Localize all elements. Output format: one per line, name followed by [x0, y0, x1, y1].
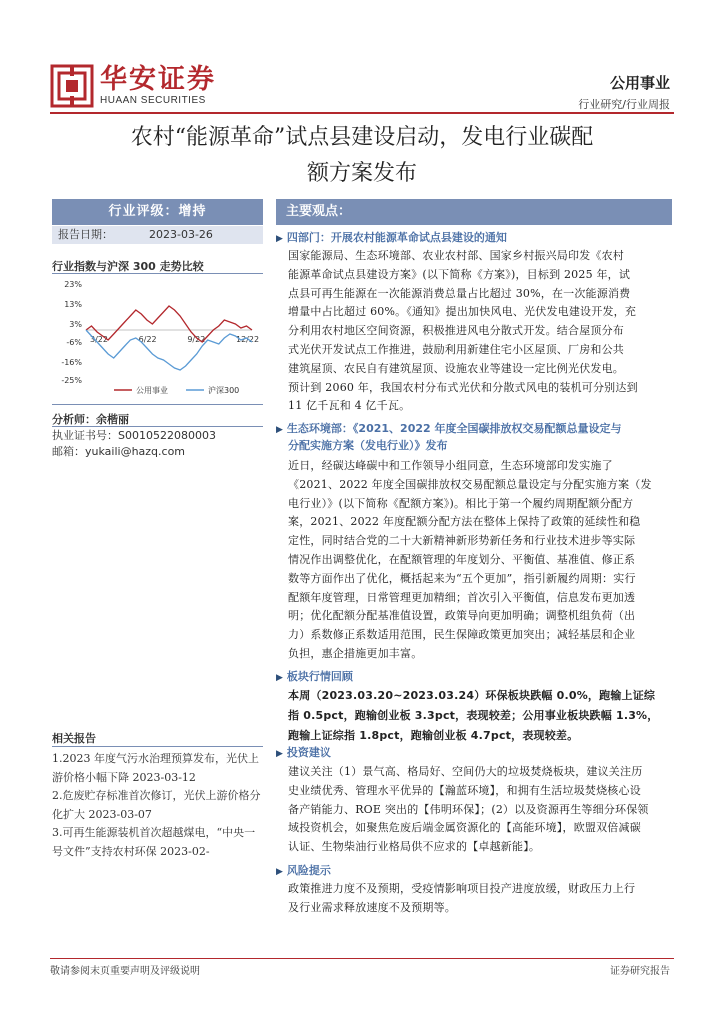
y-tick-label: 3%: [69, 320, 82, 329]
header-divider: [50, 112, 674, 114]
footer-divider: [50, 958, 674, 959]
key-points-bar: 主要观点：: [276, 199, 672, 225]
section-body: 建议关注（1）景气高、格局好、空间仍大的垃圾焚烧板块，建议关注历 史业绩优秀、管理水平优异的【瀚蓝环境】，和拥有生活垃圾焚烧核心设 备产销能力、ROE 突出的【伟明环保】；(2）以及资源再生等细分环保领 域投资机会，如聚焦危废后端金属资源化的【高能环境】，欧盟双倍减碳 认证、生物柴油行业格局供不应求的【卓越新能】。: [288, 765, 649, 854]
report-date: [52, 226, 263, 244]
analyst-name: 分析师：余楷丽: [52, 413, 129, 426]
report-date-label: 报告日期：: [58, 228, 113, 241]
footer-doc-type: 证券研究报告: [610, 966, 670, 977]
analyst-email[interactable]: 邮箱：yukaili@hazq.com: [52, 445, 186, 458]
triangle-bullet-icon: ▶: [276, 867, 283, 877]
related-divider: [52, 746, 263, 747]
y-tick-label: -6%: [66, 338, 82, 347]
triangle-bullet-icon: ▶: [276, 425, 283, 435]
section-heading: ▶ 风险提示: [276, 864, 331, 877]
chart-bottom-divider: [52, 404, 263, 405]
industry-rating: 行业评级：增持: [52, 199, 263, 225]
x-tick-label: 9/22: [187, 335, 206, 344]
chart-divider: [52, 273, 263, 274]
triangle-bullet-icon: ▶: [276, 673, 283, 683]
section-body: 政策推进力度不及预期，受疫情影响项目投产进度放缓，财政压力上行 及行业需求释放速度不及预期等。: [288, 882, 636, 914]
related-report-item[interactable]: 3.可再生能源装机首次超越煤电，“中央一号文件”支持农村环保 2023-02-: [52, 826, 256, 858]
report-type: 行业研究/行业周报: [578, 98, 670, 111]
section-heading: ▶ 板块行情回顾: [276, 670, 353, 683]
logo-english: HUAAN SECURITIES: [100, 95, 206, 106]
section-heading: ▶ 生态环境部：《2021、2022 年度全国碳排放权交易配额总量设定与: [276, 422, 622, 435]
report-title-line-1: 农村“能源革命”试点县建设启动，发电行业碳配: [130, 125, 594, 150]
report-title-line-2: 额方案发布: [306, 161, 417, 186]
footer-disclaimer: 敬请参阅末页重要声明及评级说明: [50, 966, 200, 977]
sector-label: 公用事业: [609, 74, 670, 92]
x-tick-label: 6/22: [138, 335, 157, 344]
related-report-item[interactable]: 1.2023 年度气污水治理预算发布，光伏上游价格小幅下降 2023-03-12: [52, 752, 259, 784]
section-body-bold: 本周（2023.03.20~2023.03.24）环保板块跌幅 0.0%，跑输上证综 指 0.5pct，跑输创业板 3.3pct，表现较差；公用事业板块跌幅 1.3%， 跑输上证综指 1.8pct，跑输创业板 4.7pct，表现较差。: [288, 689, 659, 742]
y-tick-label: -25%: [61, 376, 82, 385]
section-heading: ▶ 投资建议: [276, 746, 331, 759]
section-body: 近日，经碳达峰碳中和工作领导小组同意，生态环境部印发实施了 《2021、2022 年度全国碳排放权交易配额总量设定与分配实施方案（发 电行业）》(以下简称《配额方案》)。相比于第一个履约周期配额分配方 案，2021、2022 年度配额分配方法在整体上保持了政策的延续性和稳 定性，同时结合党的二十大新精神新形势新任务和行业技术进步等实际 情况作出调整优化，在配额管理的年度划分、平衡值、基准值、修正系 数等方面作出了优化，概括起来为“五个更加”，指引新履约周期：实行 配额年度管理，日常管理更加精细；首次引入平衡值，信息发布更加透 明；优化配额分配基准值设置，政策导向更加明确；调整机组负荷（出 力）系数修正系数适用范围，民生保障政策更加突出；减轻基层和企业 负担，惠企措施更加丰富。: [288, 459, 652, 660]
triangle-bullet-icon: ▶: [276, 234, 283, 244]
x-tick-label: 3/22: [90, 335, 108, 344]
related-reports-list: [52, 750, 263, 861]
report-date-value: 2023-03-26: [149, 228, 213, 241]
x-tick-label: 12/22: [236, 335, 260, 344]
analyst-divider: [52, 426, 263, 427]
logo-chinese: 华安证券: [100, 64, 216, 95]
analyst-cert: 执业证书号：S0010522080003: [52, 429, 216, 442]
section-heading-cont: 分配实施方案（发电行业）》发布: [288, 439, 448, 452]
related-reports-title: 相关报告: [52, 732, 96, 745]
y-tick-label: 23%: [64, 280, 82, 289]
legend-label: 沪深300: [208, 386, 240, 395]
section-heading: ▶ 四部门：开展农村能源革命试点县建设的通知: [276, 231, 507, 244]
series-line-1: [86, 330, 252, 370]
legend-label: 公用事业: [136, 386, 168, 395]
brand-seal-icon: [50, 64, 94, 108]
y-tick-label: 13%: [64, 300, 82, 309]
logo: [50, 62, 240, 110]
y-tick-label: -16%: [61, 358, 82, 367]
related-report-item[interactable]: 2.危废贮存标准首次修订，光伏上游价格分化扩大 2023-03-07: [52, 789, 261, 821]
chart-title: 行业指数与沪深 300 走势比较: [52, 260, 204, 273]
trend-chart: [52, 276, 263, 401]
triangle-bullet-icon: ▶: [276, 749, 283, 759]
section-body: 国家能源局、生态环境部、农业农村部、国家乡村振兴局印发《农村 能源革命试点县建设方案》(以下简称《方案》)，目标到 2025 年，试 点县可再生能源在一次能源消费总量占比超过 30%，在一次能源消费 增量中占比超过 60%。《通知》提出加快风电、光伏发电建设开发，充 分利用农村地区空间资源，积极推进风电分散式开发。结合屋顶分布 式光伏开发试点工作推进，鼓励利用新建住宅小区屋顶、厂房和公共 建筑屋顶、农民自有建筑屋顶、设施农业等建设一定比例光伏发电。 预计到 2060 年，我国农村分布式光伏和分散式风电的装机可分别达到 11 亿千瓦和 4 亿千瓦。: [288, 249, 638, 413]
